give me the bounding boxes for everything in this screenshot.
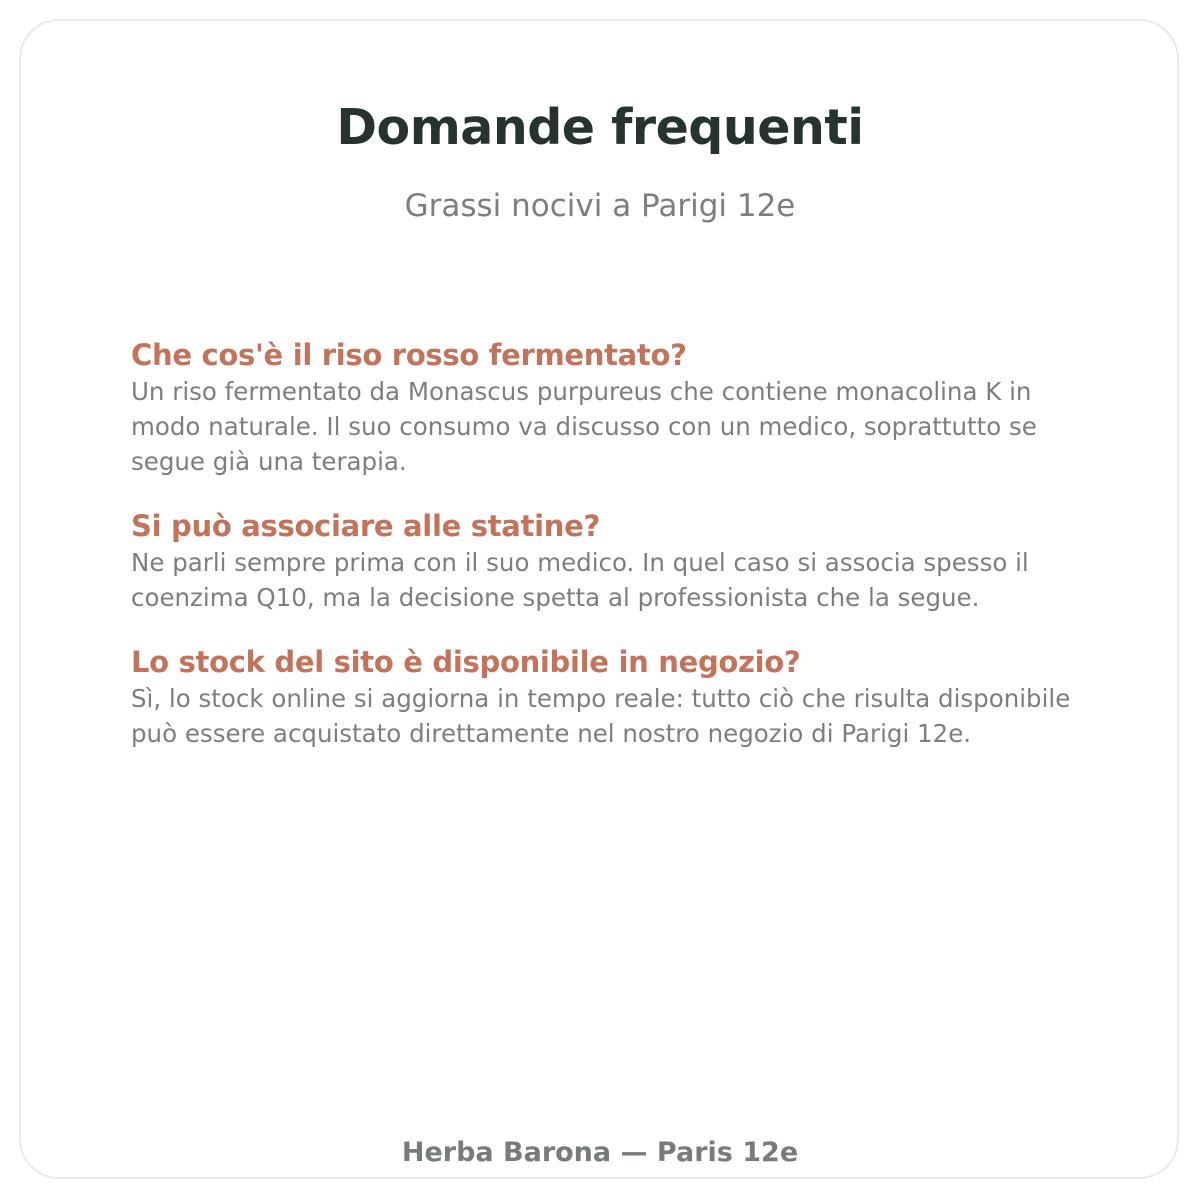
faq-question: Lo stock del sito è disponibile in negozio? — [131, 645, 801, 679]
page-title: Domande frequenti — [336, 99, 864, 156]
page-subtitle: Grassi nocivi a Parigi 12e — [404, 188, 796, 224]
faq-question: Che cos'è il riso rosso fermentato? — [131, 338, 687, 372]
faq-list — [131, 336, 1091, 779]
faq-item — [131, 336, 1091, 479]
footer-brand: Herba Barona — Paris 12e — [401, 1137, 799, 1168]
faq-item — [131, 643, 1091, 751]
faq-answer: Sì, lo stock online si aggiorna in tempo reale: tutto ciò che risulta disponibile può essere acquistato direttamente nel nostro negozio di Parigi 12e. — [131, 684, 1071, 748]
faq-answer: Ne parli sempre prima con il suo medico. In quel caso si associa spesso il coenzima Q10, ma la decisione spetta al professionista che la segue. — [131, 548, 1029, 612]
faq-question: Si può associare alle statine? — [131, 509, 600, 543]
faq-answer: Un riso fermentato da Monascus purpureus che contiene monacolina K in modo naturale. Il suo consumo va discusso con un medico, soprattutto se segue già una terapia. — [131, 377, 1037, 476]
faq-item — [131, 507, 1091, 615]
